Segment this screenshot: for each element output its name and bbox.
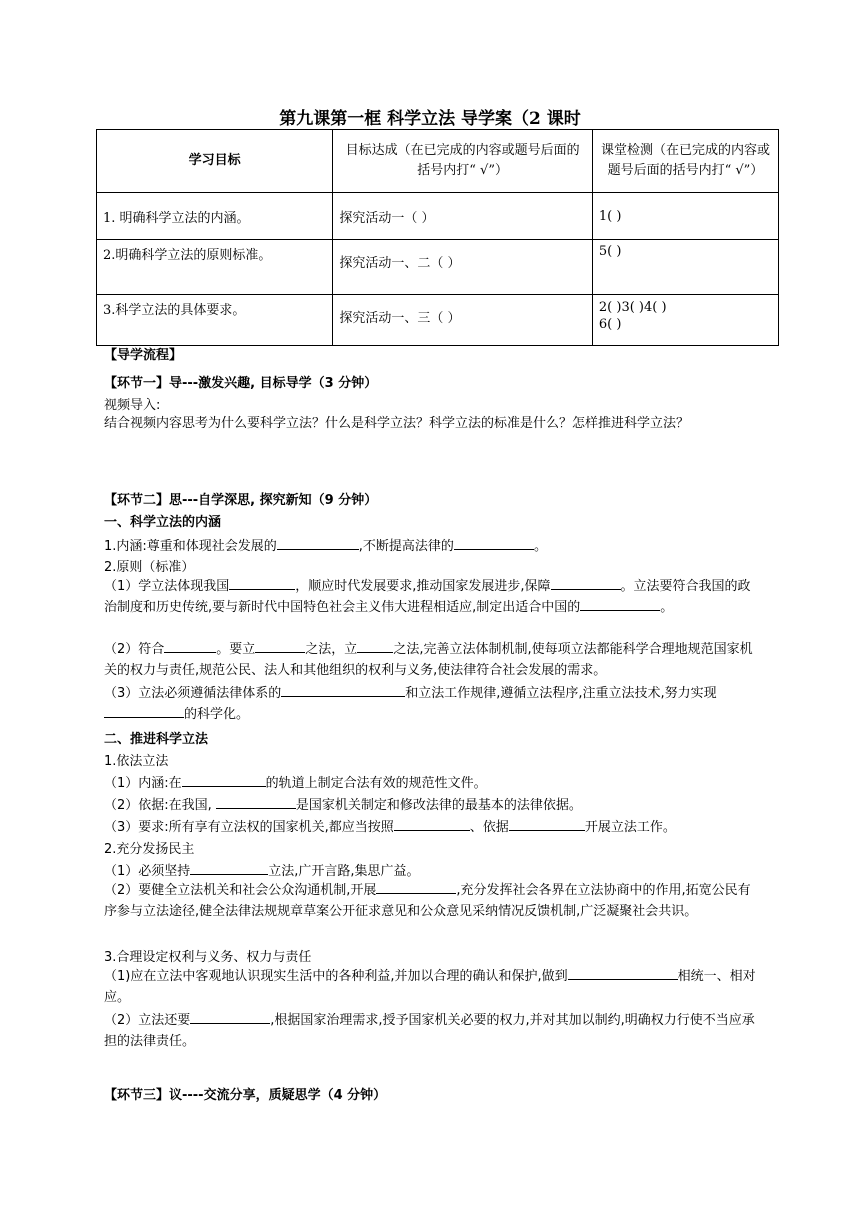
text-fragment: 1.内涵:尊重和体现社会发展的 bbox=[104, 539, 277, 554]
blank[interactable] bbox=[281, 683, 405, 697]
text-fragment: （2）符合 bbox=[104, 642, 165, 657]
p2-line: 2.原则（标准） bbox=[104, 560, 195, 575]
text-fragment: 和立法工作规律,遵循立法程序,注重立法技术,努力实现 bbox=[405, 686, 717, 701]
blank[interactable] bbox=[182, 773, 266, 787]
text-fragment: 开展立法工作。 bbox=[584, 820, 676, 835]
q8-line: 3.合理设定权利与义务、权力与责任 bbox=[104, 950, 312, 965]
text-fragment: 立法,广开言路,集思广益。 bbox=[268, 864, 420, 879]
blank[interactable] bbox=[580, 597, 660, 611]
blank[interactable] bbox=[190, 1010, 270, 1024]
text-fragment: （1）必须坚持 bbox=[104, 864, 191, 879]
text-fragment: 。 bbox=[533, 539, 547, 554]
text-fragment: 是国家机关制定和修改法律的最基本的法律依据。 bbox=[295, 798, 582, 813]
blank[interactable] bbox=[229, 576, 295, 590]
blank[interactable] bbox=[216, 795, 296, 809]
page-title: 第九课第一框 科学立法 导学案（2 课时 bbox=[279, 109, 581, 129]
blank[interactable] bbox=[568, 966, 678, 980]
text-fragment: 相统一、相对应。 bbox=[104, 969, 756, 1005]
header-progress: 目标达成（在已完成的内容或题号后面的括号内打“ √”） bbox=[333, 130, 593, 193]
text-fragment: ,充分发挥社会各界在立法协商中的作用,拓宽公民有序参与立法途径,健全法律法规规章草案公开征求意见和公众意见采纳情况反馈机制,广泛凝聚社会共识。 bbox=[104, 883, 751, 919]
header-check: 课堂检测（在已完成的内容或题号后面的括号内打“ √”） bbox=[592, 130, 778, 193]
text-fragment: 、依据 bbox=[469, 820, 509, 835]
q10-paragraph bbox=[104, 1010, 758, 1052]
text-fragment: （2）立法还要 bbox=[104, 1013, 191, 1028]
q1-line: 1.依法立法 bbox=[104, 754, 169, 769]
p3-paragraph bbox=[104, 576, 758, 618]
section1-question: 结合视频内容思考为什么要科学立法？什么是科学立法？科学立法的标准是什么？怎样推进科学立法？ bbox=[104, 416, 690, 431]
table-row bbox=[97, 240, 779, 295]
blank[interactable] bbox=[551, 576, 621, 590]
q6-line bbox=[104, 860, 760, 879]
text-fragment: （3）要求:所有享有立法权的国家机关,都应当按照 bbox=[104, 820, 394, 835]
flow-heading: 【导学流程】 bbox=[104, 348, 183, 363]
check-cell[interactable]: 1( ) bbox=[592, 193, 778, 240]
check-cell[interactable]: 5( ) bbox=[592, 240, 778, 295]
blank[interactable] bbox=[104, 704, 184, 718]
q4-line bbox=[104, 816, 760, 835]
progress-cell[interactable]: 探究活动一（ ） bbox=[333, 193, 593, 240]
check-cell[interactable] bbox=[592, 295, 778, 346]
q9-paragraph bbox=[104, 966, 758, 1008]
goal-cell: 1. 明确科学立法的内涵。 bbox=[97, 193, 333, 240]
text-fragment: 之法,完善立法体制机制,使每项立法都能科学合理地规范国家机关的权力与责任,规范公民、法人和其他组织的权利与义务,使法律符合社会发展的需求。 bbox=[104, 642, 753, 678]
part1-title: 一、科学立法的内涵 bbox=[104, 515, 222, 530]
text-fragment: 的轨道上制定合法有效的规范性文件。 bbox=[265, 776, 487, 791]
blank[interactable] bbox=[376, 880, 456, 894]
p5-paragraph bbox=[104, 683, 758, 725]
text-fragment: ,根据国家治理需求,授予国家机关必要的权力,并对其加以制约,明确权力行使不当应承担的法律责任。 bbox=[104, 1013, 755, 1049]
text-fragment: （1）内涵:在 bbox=[104, 776, 182, 791]
q5-line: 2.充分发扬民主 bbox=[104, 842, 195, 857]
p1-line bbox=[104, 535, 760, 554]
section1-line: 视频导入: bbox=[104, 398, 161, 413]
blank[interactable] bbox=[509, 817, 585, 831]
header-goal: 学习目标 bbox=[97, 130, 333, 193]
goals-table bbox=[96, 129, 779, 346]
blank[interactable] bbox=[394, 817, 470, 831]
blank[interactable] bbox=[454, 536, 534, 550]
blank[interactable] bbox=[255, 639, 305, 653]
section1-heading: 【环节一】导---激发兴趣, 目标导学（3 分钟） bbox=[104, 376, 378, 391]
table-row bbox=[97, 193, 779, 240]
progress-cell[interactable]: 探究活动一、二（ ） bbox=[333, 240, 593, 295]
text-fragment: 。立法要符合我国的政治制度和历史传统,要与新时代中国特色社会主义伟大进程相适应,制定出适合中国的 bbox=[104, 579, 751, 615]
q3-line bbox=[104, 794, 760, 813]
text-fragment: （1)应在立法中客观地认识现实生活中的各种利益,并加以合理的确认和保护,做到 bbox=[104, 969, 568, 984]
q7-paragraph bbox=[104, 880, 758, 922]
p4-paragraph bbox=[104, 639, 758, 681]
text-fragment: 。要立 bbox=[216, 642, 256, 657]
blank[interactable] bbox=[357, 639, 393, 653]
check-line-1: 2( )3( )4( ) bbox=[598, 300, 667, 315]
progress-cell[interactable]: 探究活动一、三（ ） bbox=[333, 295, 593, 346]
table-row bbox=[97, 295, 779, 346]
text-fragment: ,不断提高法律的 bbox=[358, 539, 454, 554]
part2-title: 二、推进科学立法 bbox=[104, 732, 209, 747]
check-line-2: 6( ) bbox=[598, 317, 622, 332]
q2-line bbox=[104, 772, 760, 791]
text-fragment: （2）要健全立法机关和社会公众沟通机制,开展 bbox=[104, 883, 377, 898]
text-fragment: ，顺应时代发展要求,推动国家发展进步,保障 bbox=[295, 579, 551, 594]
blank[interactable] bbox=[190, 861, 268, 875]
table-header-row bbox=[97, 130, 779, 193]
goal-cell: 2.明确科学立法的原则标准。 bbox=[97, 240, 333, 295]
section3-heading: 【环节三】议----交流分享，质疑思学（4 分钟） bbox=[104, 1088, 387, 1103]
text-fragment: （2）依据:在我国, bbox=[104, 798, 216, 813]
text-fragment: （1）学立法体现我国 bbox=[104, 579, 230, 594]
section2-heading: 【环节二】思---自学深思, 探究新知（9 分钟） bbox=[104, 493, 378, 508]
text-fragment: （3）立法必须遵循法律体系的 bbox=[104, 686, 282, 701]
text-fragment: 的科学化。 bbox=[184, 707, 250, 722]
text-fragment: 之法，立 bbox=[305, 642, 358, 657]
text-fragment: 。 bbox=[660, 600, 674, 615]
blank[interactable] bbox=[277, 536, 359, 550]
blank[interactable] bbox=[164, 639, 216, 653]
goal-cell: 3.科学立法的具体要求。 bbox=[97, 295, 333, 346]
